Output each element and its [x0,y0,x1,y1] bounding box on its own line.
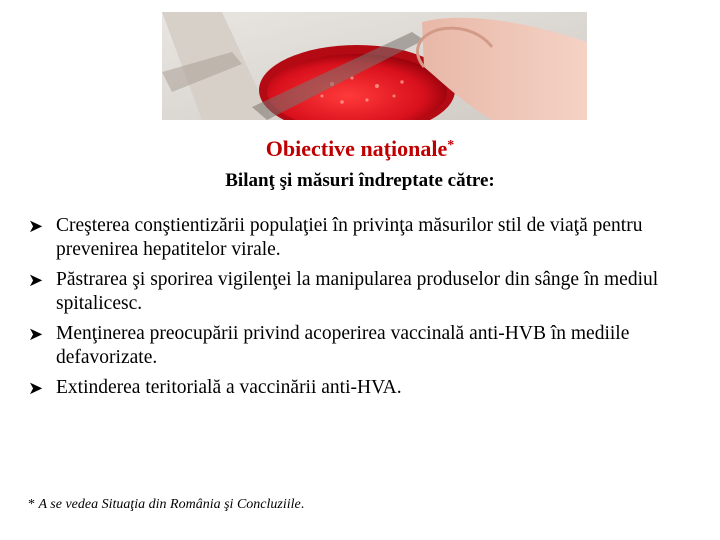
list-item [28,376,708,400]
list-item [28,322,708,370]
slide-subtitle: Bilanţ şi măsuri îndreptate către: [225,170,495,191]
petri-dish-illustration [162,12,587,120]
list-item [28,268,708,316]
arrow-bullet-icon: ➤ [28,378,44,398]
footnote-period: . [300,497,305,512]
list-item [28,214,708,262]
arrow-bullet-icon: ➤ [28,270,44,290]
footnote-marker: * [447,138,455,153]
list-item-text: Păstrarea şi sporirea vigilenţei la manipularea produselor din sânge în mediul spitalicesc. [56,269,659,314]
footnote [28,497,304,513]
header-photo-petri-dish [162,12,587,120]
footnote-star: * [28,497,35,512]
slide-title-text: Obiective naţionale [265,136,448,161]
footnote-text: A se vedea Situaţia din România şi Concluziile [38,497,301,512]
arrow-bullet-icon: ➤ [28,216,44,236]
objectives-list [28,214,708,406]
slide-title [0,136,720,162]
list-item-text: Menţinerea preocupării privind acoperirea vaccinală anti-HVB în mediile defavorizate. [56,323,630,368]
list-item-text: Creşterea conştientizării populaţiei în privinţa măsurilor stil de viaţă pentru prevenirea hepatitelor virale. [56,215,643,260]
arrow-bullet-icon: ➤ [28,324,44,344]
list-item-text: Extinderea teritorială a vaccinării anti-HVA. [56,377,402,398]
